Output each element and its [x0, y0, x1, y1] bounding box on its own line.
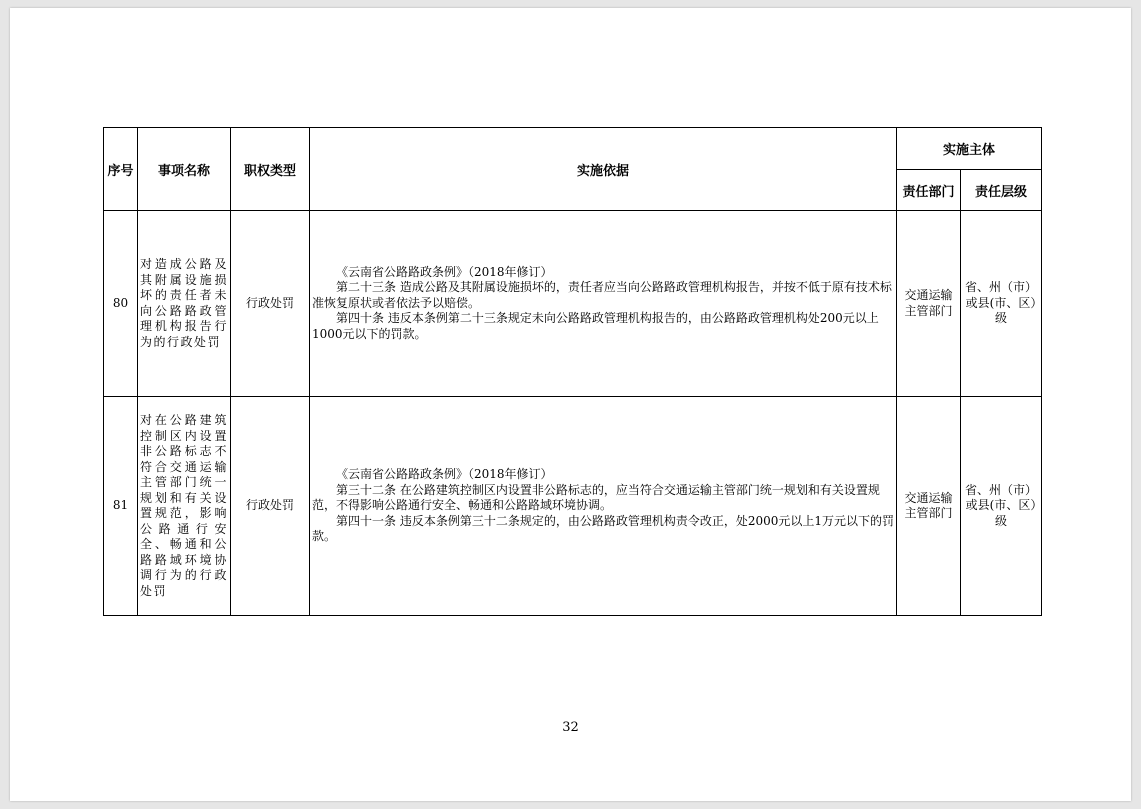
row-seq: 80 — [104, 211, 138, 397]
row-item-name: 对在公路建筑控制区内设置非公路标志不符合交通运输主管部门统一规划和有关设置规范，影响公路通行安全、畅通和公路路域环境协调行为的行政处罚 — [138, 397, 231, 616]
header-implementing-subject: 实施主体 — [897, 128, 1042, 170]
row-responsible-dept: 交通运输主管部门 — [897, 211, 961, 397]
basis-article: 第三十二条 在公路建筑控制区内设置非公路标志的，应当符合交通运输主管部门统一规划和有关设置规范，不得影响公路通行安全、畅通和公路路域环境协调。 — [312, 482, 880, 513]
row-responsible-dept: 交通运输主管部门 — [897, 397, 961, 616]
header-responsible-level: 责任层级 — [961, 170, 1042, 211]
row-seq: 81 — [104, 397, 138, 616]
row-responsible-level: 省、州（市）或县(市、区）级 — [961, 397, 1042, 616]
basis-law-title: 《云南省公路路政条例》（2018年修订） — [336, 467, 553, 482]
row-power-type: 行政处罚 — [231, 211, 310, 397]
row-basis — [310, 211, 897, 397]
basis-law-title: 《云南省公路路政条例》（2018年修订） — [336, 264, 553, 279]
basis-article: 第二十三条 造成公路及其附属设施损坏的，责任者应当向公路路政管理机构报告，并按不低于原有技术标准恢复原状或者依法予以赔偿。 — [312, 280, 892, 310]
header-seq: 序号 — [104, 128, 138, 211]
page-number: 32 — [562, 720, 579, 735]
table-row — [104, 397, 1042, 616]
document-page — [10, 8, 1131, 801]
header-basis: 实施依据 — [310, 128, 897, 211]
row-basis — [310, 397, 897, 616]
basis-penalty-article: 第四十条 违反本条例第二十三条规定未向公路路政管理机构报告的，由公路路政管理机构处200元以上1000元以下的罚款。 — [312, 311, 879, 341]
enforcement-items-table — [103, 127, 1042, 616]
header-item-name: 事项名称 — [138, 128, 231, 211]
table-row — [104, 211, 1042, 397]
row-item-name: 对造成公路及其附属设施损坏的责任者未向公路路政管理机构报告行为的行政处罚 — [138, 211, 231, 397]
header-power-type: 职权类型 — [231, 128, 310, 211]
header-responsible-dept: 责任部门 — [897, 170, 961, 211]
row-power-type: 行政处罚 — [231, 397, 310, 616]
row-responsible-level: 省、州（市）或县(市、区）级 — [961, 211, 1042, 397]
basis-penalty-article: 第四十一条 违反本条例第三十二条规定的，由公路路政管理机构责令改正，处2000元以上1万元以下的罚款。 — [312, 513, 894, 544]
